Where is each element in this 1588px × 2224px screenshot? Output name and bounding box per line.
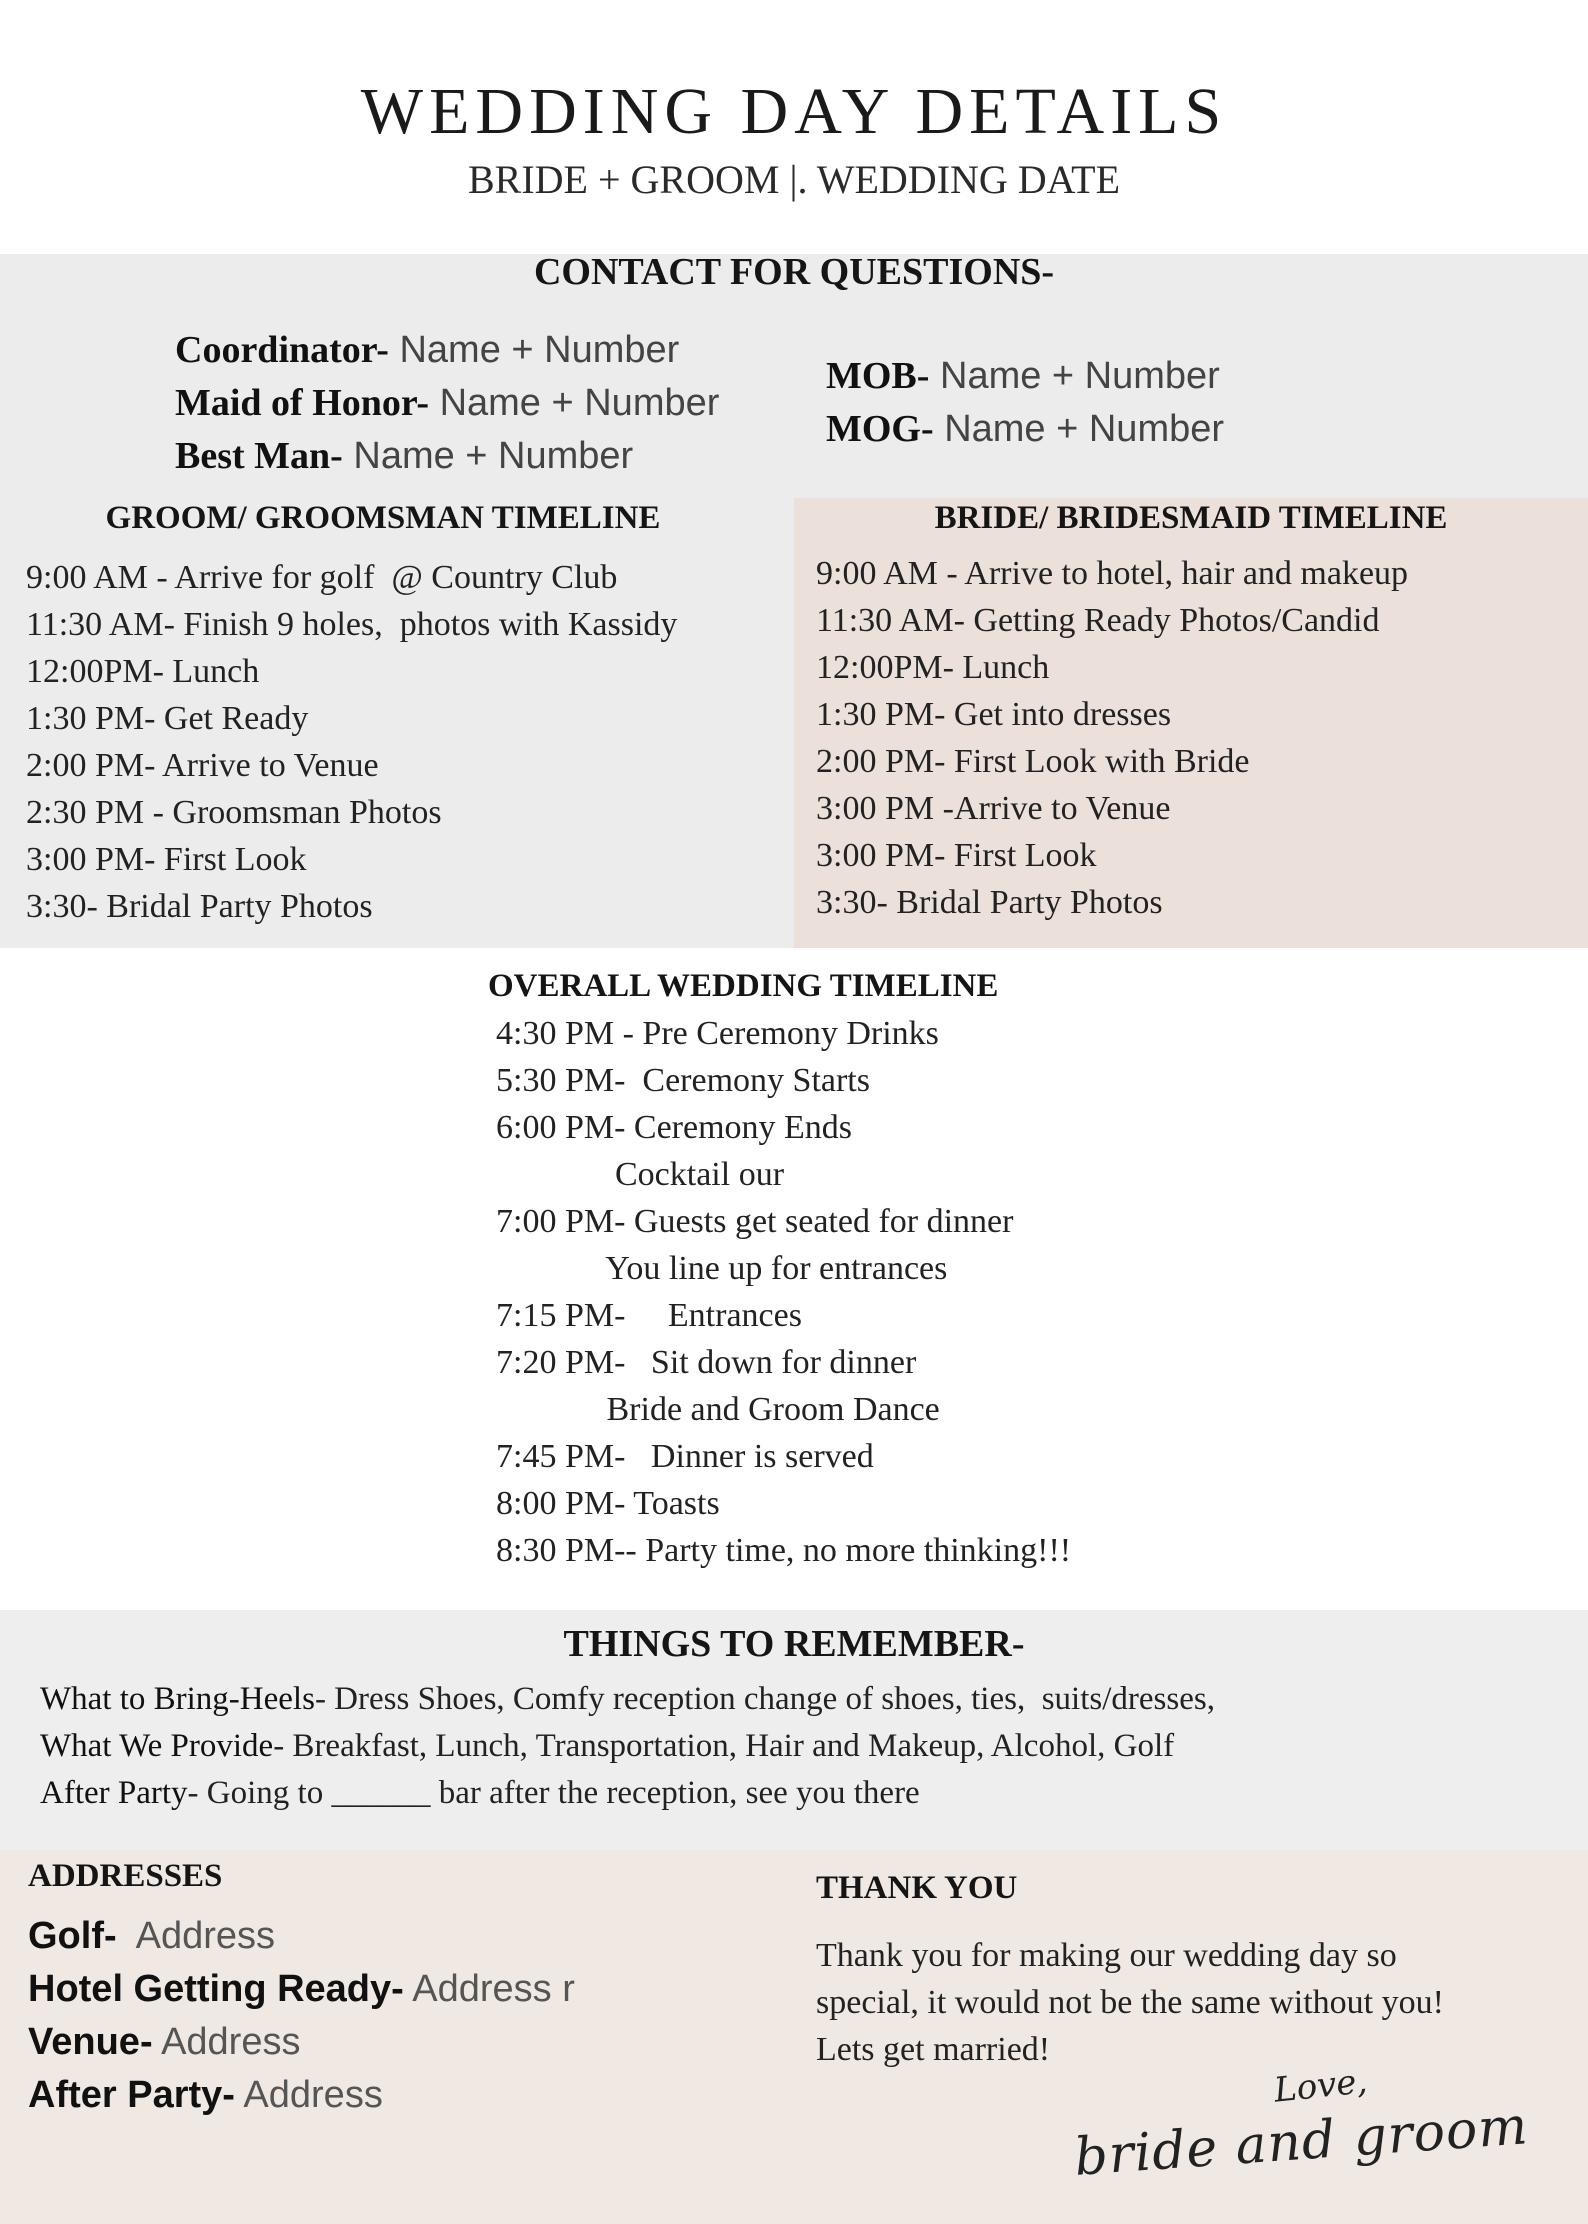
remember-heading: THINGS TO REMEMBER-	[563, 1623, 1025, 1665]
addresses-heading: ADDRESSES	[28, 1858, 223, 1894]
groom-timeline-section	[0, 498, 794, 948]
address-row	[28, 2069, 575, 2122]
timeline-item: 7:45 PM- Dinner is served	[496, 1438, 874, 1475]
remember-label: What We Provide	[40, 1728, 274, 1764]
address-value: Address r	[403, 1968, 575, 2010]
bride-timeline-heading: BRIDE/ BRIDESMAID TIMELINE	[934, 500, 1448, 536]
timeline-item: 9:00 AM - Arrive for golf @ Country Club	[26, 559, 618, 596]
timeline-item: 5:30 PM- Ceremony Starts	[496, 1062, 870, 1099]
groom-timeline-list	[26, 554, 677, 930]
address-label: Golf-	[28, 1915, 117, 1957]
timeline-item: 1:30 PM- Get into dresses	[816, 696, 1172, 733]
timeline-item: 3:30- Bridal Party Photos	[26, 888, 373, 925]
timeline-item: 6:00 PM- Ceremony Ends	[496, 1109, 853, 1146]
timeline-item: 2:00 PM- First Look with Bride	[816, 743, 1250, 780]
remember-item	[40, 1770, 1215, 1817]
timeline-item: 8:30 PM-- Party time, no more thinking!!!	[496, 1532, 1072, 1569]
overall-timeline-heading: OVERALL WEDDING TIMELINE	[488, 968, 999, 1004]
timeline-item: 2:00 PM- Arrive to Venue	[26, 747, 379, 784]
contact-label: MOG-	[826, 408, 934, 450]
address-value: Address	[234, 2074, 383, 2116]
addresses-section	[0, 1850, 794, 2224]
thank-you-heading: THANK YOU	[816, 1870, 1018, 1906]
timeline-item: 11:30 AM- Getting Ready Photos/Candid	[816, 602, 1380, 639]
thank-you-line: Lets get married!	[816, 2031, 1051, 2068]
thank-you-line: Thank you for making our wedding day so	[816, 1937, 1397, 1974]
bride-timeline-list	[816, 550, 1408, 926]
contacts-left	[175, 324, 719, 483]
timeline-item: 3:00 PM- First Look	[26, 841, 307, 878]
remember-section	[0, 1610, 1588, 1850]
address-row	[28, 2016, 575, 2069]
address-label: After Party-	[28, 2074, 235, 2116]
remember-item	[40, 1676, 1215, 1723]
contact-label: Coordinator-	[175, 329, 389, 371]
remember-item	[40, 1723, 1215, 1770]
contact-label: MOB-	[826, 355, 930, 397]
overall-timeline-list	[496, 1010, 1071, 1574]
timeline-item: 11:30 AM- Finish 9 holes, photos with Kassidy	[26, 606, 678, 643]
signature-love: Love,	[1272, 2061, 1370, 2111]
addresses-list	[28, 1910, 575, 2122]
groom-timeline-heading: GROOM/ GROOMSMAN TIMELINE	[105, 500, 661, 536]
contact-row	[826, 350, 1224, 403]
timeline-item: 8:00 PM- Toasts	[496, 1485, 720, 1522]
remember-value: - Dress Shoes, Comfy reception change of shoes, ties, suits/dresses,	[314, 1681, 1215, 1717]
timeline-item: You line up for entrances	[496, 1250, 948, 1287]
timeline-item: 3:00 PM- First Look	[816, 837, 1097, 874]
contacts-heading: CONTACT FOR QUESTIONS-	[533, 251, 1055, 293]
timeline-item: Bride and Groom Dance	[496, 1391, 940, 1428]
address-value: Address	[116, 1915, 276, 1957]
signature-name: bride and groom	[1072, 2096, 1531, 2188]
timeline-item: 7:00 PM- Guests get seated for dinner	[496, 1203, 1014, 1240]
address-label: Hotel Getting Ready-	[28, 1968, 404, 2010]
address-label: Venue-	[28, 2021, 153, 2063]
contact-value: Name + Number	[429, 382, 720, 424]
thank-you-section	[794, 1850, 1588, 2224]
timeline-item: 12:00PM- Lunch	[816, 649, 1050, 686]
thank-you-message	[816, 1932, 1444, 2073]
remember-label: After Party	[40, 1775, 188, 1811]
contact-row	[175, 324, 719, 377]
page-subtitle: BRIDE + GROOM |. WEDDING DATE	[467, 157, 1120, 202]
timeline-item: 4:30 PM - Pre Ceremony Drinks	[496, 1015, 939, 1052]
contact-label: Maid of Honor-	[175, 382, 430, 424]
timeline-item: 12:00PM- Lunch	[26, 653, 260, 690]
remember-value: - Going to ______ bar after the reception, see you there	[187, 1775, 920, 1811]
address-row	[28, 1963, 575, 2016]
thank-you-line: special, it would not be the same without you!	[816, 1984, 1444, 2021]
timeline-item: 7:15 PM- Entrances	[496, 1297, 802, 1334]
timeline-item: Cocktail our	[496, 1156, 785, 1193]
address-value: Address	[152, 2021, 301, 2063]
contact-value: Name + Number	[388, 329, 680, 371]
contact-value: Name + Number	[342, 435, 634, 477]
timeline-item: 2:30 PM - Groomsman Photos	[26, 794, 442, 831]
timeline-item: 3:30- Bridal Party Photos	[816, 884, 1163, 921]
timeline-item: 3:00 PM -Arrive to Venue	[816, 790, 1171, 827]
remember-value: - Breakfast, Lunch, Transportation, Hair and Makeup, Alcohol, Golf	[273, 1728, 1175, 1764]
contact-value: Name + Number	[933, 408, 1225, 450]
page-title: WEDDING DAY DETAILS	[360, 75, 1228, 148]
contacts-section	[0, 251, 1588, 498]
contact-label: Best Man-	[175, 435, 343, 477]
overall-timeline-section	[0, 948, 1588, 1610]
contact-row	[175, 430, 719, 483]
timeline-item: 7:20 PM- Sit down for dinner	[496, 1344, 917, 1381]
timeline-item: 9:00 AM - Arrive to hotel, hair and makeup	[816, 555, 1409, 592]
contact-row	[826, 403, 1224, 456]
contact-row	[175, 377, 719, 430]
timeline-item: 1:30 PM- Get Ready	[26, 700, 309, 737]
contacts-right	[826, 350, 1224, 456]
contact-value: Name + Number	[929, 355, 1220, 397]
address-row	[28, 1910, 575, 1963]
bride-timeline-section	[794, 498, 1588, 948]
remember-list	[40, 1676, 1215, 1817]
remember-label: What to Bring-Heels	[40, 1681, 315, 1717]
